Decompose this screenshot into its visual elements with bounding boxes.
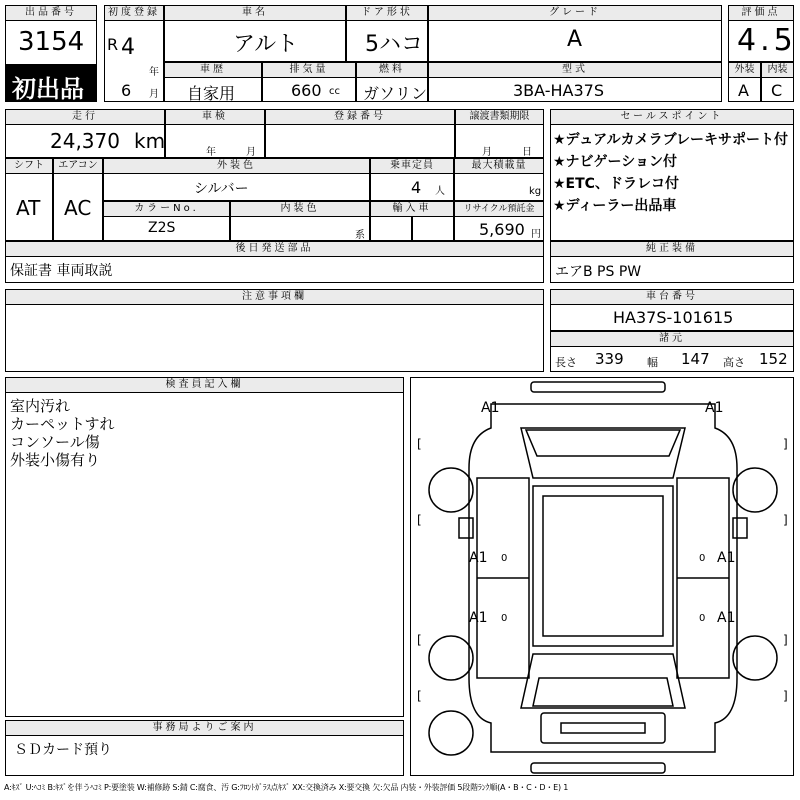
damage-diagram <box>410 377 794 776</box>
import-box <box>370 216 412 241</box>
post-parts-label: 後日発送部品 <box>5 241 544 257</box>
svg-text:]: ] <box>783 437 788 451</box>
first-registration-box <box>104 20 164 102</box>
import-box-2 <box>412 216 454 241</box>
load-label: 最大積載量 <box>454 158 544 174</box>
first-listing-text: 初出品 <box>12 75 84 103</box>
inspection-year-unit: 年 <box>206 147 216 158</box>
svg-text:[: [ <box>417 633 422 647</box>
recycle: 5,690 <box>479 220 525 239</box>
legend: A:ｷｽﾞ U:ﾍｺﾐ B:ｷｽﾞを伴うﾍｺﾐ P:要塗装 W:補修跡 S:錆 C:腐食、汚 G:ﾌﾛﾝﾄｶﾞﾗｽ点ｷｽﾞ XX:交換済み X:要交換 欠:欠品 内装・外装評価 5段階ﾗﾝｸ順(A・B・C・D・E) 1 <box>4 783 569 792</box>
mileage-label: 走行 <box>5 109 165 125</box>
first-registration-label: 初度登録 <box>104 5 164 21</box>
door-type: 5ハコ <box>365 32 423 57</box>
svg-text:]: ] <box>783 513 788 527</box>
color-no: Z2S <box>148 220 176 236</box>
exterior-label: 外装 <box>728 62 761 78</box>
car-name-label: 車名 <box>164 5 346 21</box>
shift-box <box>5 173 53 241</box>
capacity: 4 <box>411 178 422 197</box>
model: 3BA-HA37S <box>513 81 605 100</box>
capacity-label: 乗車定員 <box>370 158 454 174</box>
office-note: ＳＤカード預り <box>14 742 112 758</box>
history-label: 車歴 <box>164 62 262 78</box>
inspector-line-2: カーペットすれ <box>10 415 115 433</box>
fuel-box <box>356 77 428 102</box>
svg-text:[: [ <box>417 437 422 451</box>
sales-point-2: ★ナビゲーション付 <box>553 154 677 170</box>
first-listing-badge <box>5 65 97 102</box>
damage-mark-left-rear-door: A1 <box>469 610 488 626</box>
shift: AT <box>16 196 41 220</box>
car-outline-icon <box>411 378 795 777</box>
length: 339 <box>595 350 624 368</box>
door-box <box>346 20 428 62</box>
score-box <box>728 20 797 62</box>
color-box <box>103 173 370 201</box>
chassis-label: 車台番号 <box>550 289 794 305</box>
grade-box <box>428 20 722 62</box>
door-label: ドア形状 <box>346 5 428 21</box>
int-color-box <box>230 216 370 241</box>
import-label: 輸入車 <box>370 201 454 217</box>
notes-label: 注意事項欄 <box>5 289 544 305</box>
fuel-label: 燃料 <box>356 62 428 78</box>
inspection-label: 車検 <box>165 109 265 125</box>
color-label: 外装色 <box>103 158 370 174</box>
zero-mark-3: 0 <box>501 613 508 624</box>
recycle-box <box>454 216 544 241</box>
length-label: 長さ <box>555 356 577 369</box>
damage-mark-left-front-door: A1 <box>469 550 488 566</box>
sales-point-4: ★ディーラー出品車 <box>553 198 677 214</box>
aircon-box <box>53 173 103 241</box>
exterior-grade: A <box>738 81 749 100</box>
width: 147 <box>681 350 710 368</box>
mileage-unit: km <box>134 129 166 153</box>
office-label: 事務局よりご案内 <box>5 720 404 736</box>
mileage: 24,370 <box>50 129 120 153</box>
transfer-day-unit: 日 <box>522 147 532 158</box>
history: 自家用 <box>187 84 236 103</box>
width-label: 幅 <box>647 356 658 369</box>
capacity-unit: 人 <box>435 186 445 197</box>
color: シルバー <box>194 181 249 197</box>
displacement-unit: cc <box>329 86 340 97</box>
load-box <box>454 173 544 201</box>
grade: A <box>567 27 583 52</box>
model-label: 型式 <box>428 62 722 78</box>
shift-label: シフト <box>5 158 53 174</box>
score-label: 評価点 <box>728 5 794 21</box>
damage-mark-front-right: A1 <box>705 400 724 416</box>
reg-month-unit: 月 <box>149 89 159 100</box>
inspection-month-unit: 月 <box>246 147 256 158</box>
zero-mark-4: 0 <box>699 613 706 624</box>
int-color-label: 内装色 <box>230 201 370 217</box>
color-no-box <box>103 216 230 241</box>
lot-number: 3154 <box>18 27 85 57</box>
inspection-box <box>165 124 265 158</box>
equipment-box <box>550 256 794 283</box>
interior-label: 内装 <box>761 62 794 78</box>
inspector-line-4: 外装小傷有り <box>10 451 101 469</box>
displacement: 660 <box>291 81 322 100</box>
chassis-box <box>550 304 794 331</box>
inspector-box <box>5 392 404 717</box>
reg-year: 4 <box>121 35 135 60</box>
specs-box <box>550 346 794 372</box>
height: 152 <box>759 350 788 368</box>
damage-mark-front-left: A1 <box>481 400 500 416</box>
post-parts-box <box>5 256 544 283</box>
transfer-box <box>455 124 544 158</box>
sales-point-3: ★ETC、ドラレコ付 <box>553 176 679 192</box>
sales-points-label: セールスポイント <box>550 109 794 125</box>
recycle-unit: 円 <box>531 229 541 240</box>
load-unit: kg <box>529 186 542 197</box>
transfer-label: 譲渡書類期限 <box>455 109 544 125</box>
car-name-box <box>164 20 346 62</box>
post-parts: 保証書 車両取説 <box>10 263 113 279</box>
equipment-label: 純正装備 <box>550 241 794 257</box>
reg-year-unit: 年 <box>149 67 159 78</box>
inspector-label: 検査員記入欄 <box>5 377 404 393</box>
grade-label: グレード <box>428 5 722 21</box>
sales-points-box <box>550 124 794 241</box>
lot-number-box <box>5 20 97 65</box>
exterior-box <box>728 77 761 102</box>
history-box <box>164 77 262 102</box>
era: R <box>107 35 119 54</box>
int-color-unit: 系 <box>355 230 365 241</box>
inspector-line-3: コンソール傷 <box>10 433 100 451</box>
displacement-box <box>262 77 356 102</box>
inspector-line-1: 室内汚れ <box>10 397 71 415</box>
recycle-label: リサイクル預託金 <box>454 201 544 217</box>
reg-month: 6 <box>121 81 132 100</box>
interior-grade: C <box>771 81 783 100</box>
registration-box <box>265 124 455 158</box>
notes-box <box>5 304 544 372</box>
color-no-label: カラーNo. <box>103 201 230 217</box>
aircon: AC <box>64 196 92 220</box>
model-box <box>428 77 722 102</box>
damage-mark-right-front-door: A1 <box>717 550 736 566</box>
registration-label: 登録番号 <box>265 109 455 125</box>
chassis-number: HA37S-101615 <box>613 308 734 327</box>
lot-number-label: 出品番号 <box>5 5 97 21</box>
svg-text:]: ] <box>783 689 788 703</box>
fuel: ガソリン <box>363 84 428 103</box>
aircon-label: エアコン <box>53 158 103 174</box>
sales-point-1: ★デュアルカメラブレーキサポート付 <box>553 132 789 148</box>
equipment: エアB PS PW <box>555 264 642 280</box>
office-box <box>5 735 404 776</box>
interior-box <box>761 77 794 102</box>
damage-mark-right-rear-door: A1 <box>717 610 736 626</box>
svg-text:[: [ <box>417 513 422 527</box>
displacement-label: 排気量 <box>262 62 356 78</box>
zero-mark-2: 0 <box>699 553 706 564</box>
mileage-box <box>5 124 165 158</box>
svg-text:[: [ <box>417 689 422 703</box>
score: 4.5 <box>737 23 797 58</box>
transfer-month-unit: 月 <box>482 147 492 158</box>
car-name: アルト <box>233 32 299 57</box>
capacity-box <box>370 173 454 201</box>
zero-mark-1: 0 <box>501 553 508 564</box>
svg-text:]: ] <box>783 633 788 647</box>
height-label: 高さ <box>723 356 745 369</box>
specs-label: 諸元 <box>550 331 794 347</box>
